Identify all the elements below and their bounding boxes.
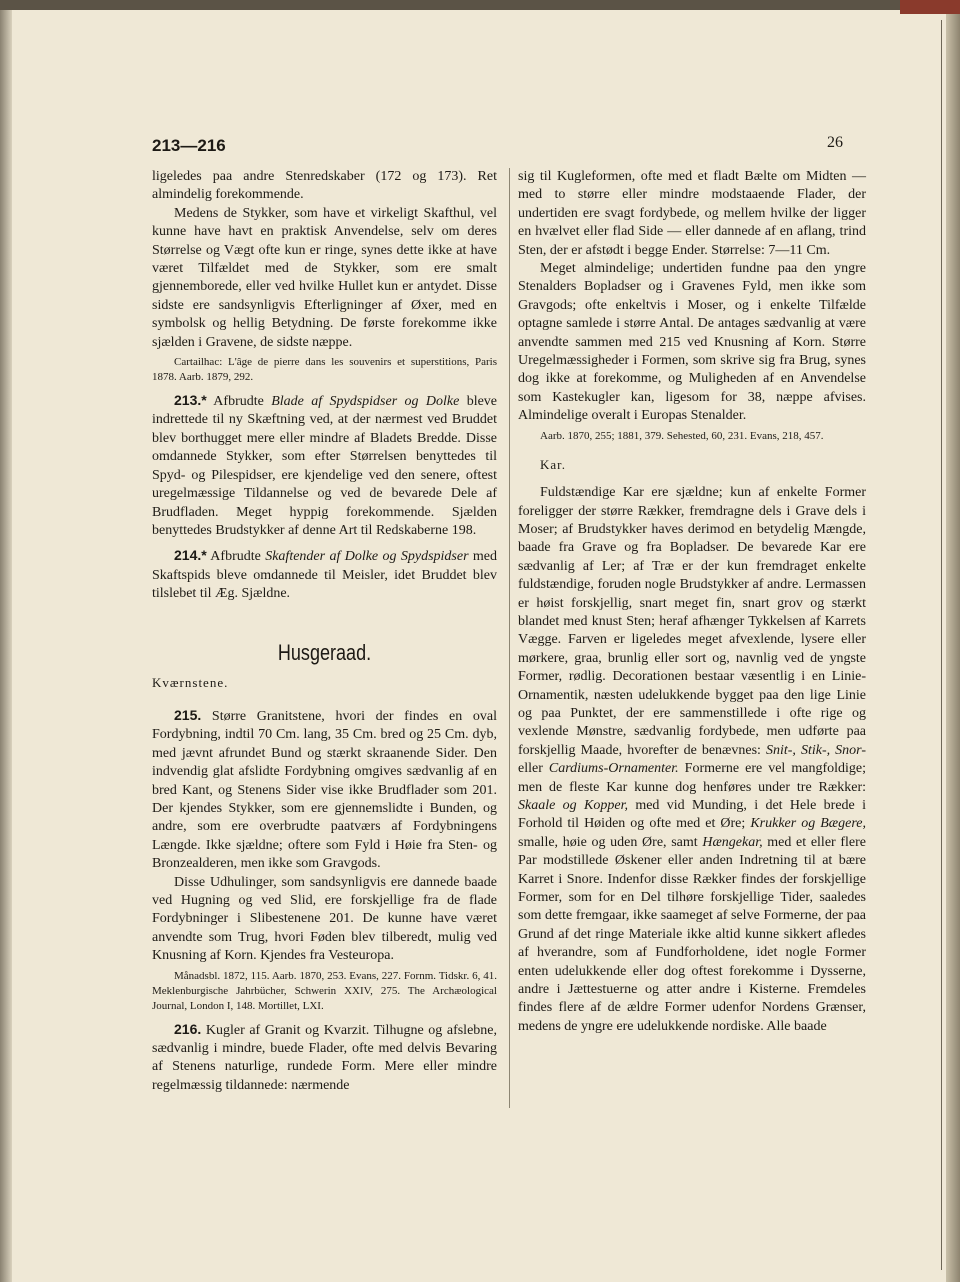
paragraph-text: med et eller flere Par modstillede Øskener eller anden Indretning til at bære Karret i Snore. Indenfor disse Rækker findes der forskjellige Former, som for en Del tilhøre forskjellige Tider, saaledes som dette fremgaar, ikke saameget af selve Formerne, der paa Grund af det ringe Materiale ikke altid kunne sikkert afledes af hverandre, som af Fundforholdene, idet nogle Former enten udelukkende eller dog oftest forekomme i Dysserne, andre i Jættestuerne og atter andre i Kisterne. Fremdeles findes flere af de ældre Former udenfor Nordens Grænser, medens de yngre ere udelukkende nordiske. Alle baade (518, 834, 867, 1034)
entry-number: 215. (174, 706, 202, 723)
entry-text: Kugler af Granit og Kvarzit. Tilhugne og afslebne, sædvanlig i mindre, buede Flader, ofte med delvis Bevaring af Stenens naturlige, rundede Form. Mere eller mindre regelmæssig tildannede: nærmende (152, 1022, 497, 1093)
subsection-heading: Kar. (540, 456, 567, 472)
entry-text: med Skaftspids bleve omdannede til Meisler, idet Bruddet blev tilslebet til Æg. Sjældne. (152, 549, 498, 602)
column-divider (509, 168, 510, 1108)
paragraph: ligeledes paa andre Stenredskaber (172 og 173). Ret almindelig forekommende. (152, 169, 497, 203)
vessel-type: Krukker og Bægere, (750, 816, 866, 832)
subsection-heading: Kværnstene. (152, 674, 229, 690)
entry-text: Større Granitstene, hvori der findes en oval Fordybning, indtil 70 Cm. lang, 35 Cm. bred og 25 Cm. dyb, med jævnt afrundet Bund og stærkt skraanende Sider. Den indvendig glat afslidte Fordybning omgives sædvanlig af en bred Kant, og Stenens Sider vise ikke Brudflader som 201. Der kjendes Stykker, som ere gjennemslidte i Bunden, og andre, som ere overbrudte paatværs af Fordybningens Længde. Ikke sjældne; oftere som Fyld i Høie fra Sten- og Bronzealderen, men ikke som Gravgods. (152, 708, 497, 872)
page-right-edge (946, 14, 960, 1282)
entry-215 (152, 706, 497, 874)
header-entry-range: 213—216 (152, 136, 226, 155)
vessel-type: Skaale og Kopper, (518, 798, 628, 813)
page-fold-line (941, 20, 942, 1270)
entry-213 (152, 391, 497, 540)
vessel-type: Hængekar, (702, 834, 763, 850)
entry-number: 213.* (174, 392, 207, 409)
entry-text: Afbrudte (210, 549, 261, 565)
paragraph-text: eller (518, 761, 543, 777)
paragraph-text: med vid Munding, i det Hele brede i Forhold til Høiden og ofte med et Øre; (518, 798, 867, 832)
page-left-edge (0, 10, 12, 1282)
paragraph: sig til Kugleformen, ofte med et fladt Bælte om Midten — med to større eller mindre modstaaende Flader, der undertiden ere svagt fordybede, og mellem hvilke der ligger en hvælvet eller flad Side — eller dannede af en aflang, trind Sten, der er afstødt i begge Ender. Størrelse: 7—11 Cm. (518, 169, 866, 258)
entry-title: Blade af Spydspidser og Dolke (271, 394, 460, 410)
entry-216 (152, 1020, 497, 1096)
paragraph: Meget almindelige; undertiden fundne paa den yngre Stenalders Bopladser og i Gravenes Fyld, men ikke som Gravgods; ofte enkeltvis i Moser, og i enkelte Tilfælde optagne samlede i større Antal. De antages sædvanlig at være anvendte sammen med 215 ved Knusning af Korn. Større Uregelmæssigheder i Formen, som skrive sig fra Brug, synes dog ikke at forekomme, og Muligheden af en Anvendelse som Kastekugler kan, ligesom for 38, næppe afvises. Almindelige overalt i Europas Stenalder. (518, 261, 866, 424)
reference: Cartailhac: L'âge de pierre dans les souvenirs et superstitions, Paris 1878. Aarb. 1879, 292. (152, 356, 497, 384)
entry-text: bleve indrettede til ny Skæftning ved, at der nærmest ved Bruddet blev borthugget mere eller mindre af Bladets Bredde. Disse omdannede Stykker, som efter Størrelsen benyttedes til Spyd- og Pilespidser, ere kjendelige ved den senere, oftest uregelmæssige Tildannelse og ved de bevarede Dele af Brudfladen. Meget hyppig forekommende. Sjælden benyttedes Brudstykker af denne Art til Redskaberne 198. (152, 394, 498, 538)
right-column (518, 168, 866, 1036)
paragraph: Medens de Stykker, som have et virkeligt Skafthul, vel kunne have havt en praktisk Anvendelse, selv om deres Størrelse og Vægt ofte kun er ringe, synes dette ikke at have været Tilfældet med de Stykker, som ere smalt gjennemborede, eller ved hvilke Hullet kun er antydet. Disse sidste ere sandsynligvis Efterligninger af Øxer, med en symbolsk og hellig Betydning. De første forekomme ikke sjælden i Gravene, de sidste næppe. (152, 205, 497, 350)
entry-text: Afbrudte (213, 394, 264, 410)
binding-edge-red (900, 0, 960, 14)
paragraph-text: Fuldstændige Kar ere sjældne; kun af enkelte Former foreligger der større Rækker, fremdragne dels i Grave dels i Moser; af Brudstykker haves derimod en betydelig Mængde, baade fra Grave og fra Bopladser. De bevarede Kar ere sædvanlig af Ler; af Træ er der kun fremdraget enkelte fuldstændige, foruden nogle Brudstykker af andre. Lermassen er høist forskjellig, snart meget fin, snart grov og stærkt blandet med knust Sten; heraf afhænger Tykkelsen af Karrets Vægge. Farven er ligeledes meget afvexlende, lysere eller mørkere, graa, brunlig eller sort og, navnlig ved de yngste Former, rødlig. Decorationen bestaar væsentlig i en Linie-Ornamentik, næsten udelukkende bygget paa den lige Linie og paa Punktet, der ere sammenstillede i ofte rige og vexlende Mønstre, sædvanlig fordybede, men udførte paa forskjellig Maade, hvorefter de benævnes: (518, 485, 866, 758)
paragraph: Disse Udhulinger, som sandsynligvis ere dannede baade ved Hugning og ved Slid, ere forskjellige fra de flade Fordybninger i Slibestenene 201. De kunne have været anvendte som Trug, hvori Føden blev tilberedt, mulig ved Knusning af Korn. Kjendes fra Vesteuropa. (152, 874, 497, 964)
paragraph (518, 484, 866, 1036)
left-column (152, 168, 497, 1095)
reference: Aarb. 1870, 255; 1881, 379. Sehested, 60, 231. Evans, 218, 457. (540, 429, 824, 442)
entry-number: 214.* (174, 547, 207, 564)
entry-214 (152, 546, 497, 603)
paragraph-text: Formerne ere vel mangfoldige; men de fleste Kar kunne dog henføres under tre Rækker: (518, 761, 866, 795)
paragraph-text: smalle, høie og uden Øre, samt (518, 834, 698, 850)
page-top-edge (0, 0, 960, 10)
entry-title: Skaftender af Dolke og Spydspidser (265, 549, 469, 565)
section-heading: Husgeraad. (277, 639, 372, 665)
ornament-terms: Cardiums-Ornamenter. (548, 761, 679, 777)
entry-number: 216. (174, 1020, 202, 1037)
ornament-terms: Snit-, Stik-, Snor- (765, 742, 866, 758)
reference: Månadsbl. 1872, 115. Aarb. 1870, 253. Evans, 227. Fornm. Tidskr. 6, 41. Meklenburgische Jahrbücher, Schwerin XXIV, 275. The Archæological Journal, London I, 148. Mortillet, LXI. (152, 969, 497, 1012)
page-number: 26 (827, 134, 843, 151)
